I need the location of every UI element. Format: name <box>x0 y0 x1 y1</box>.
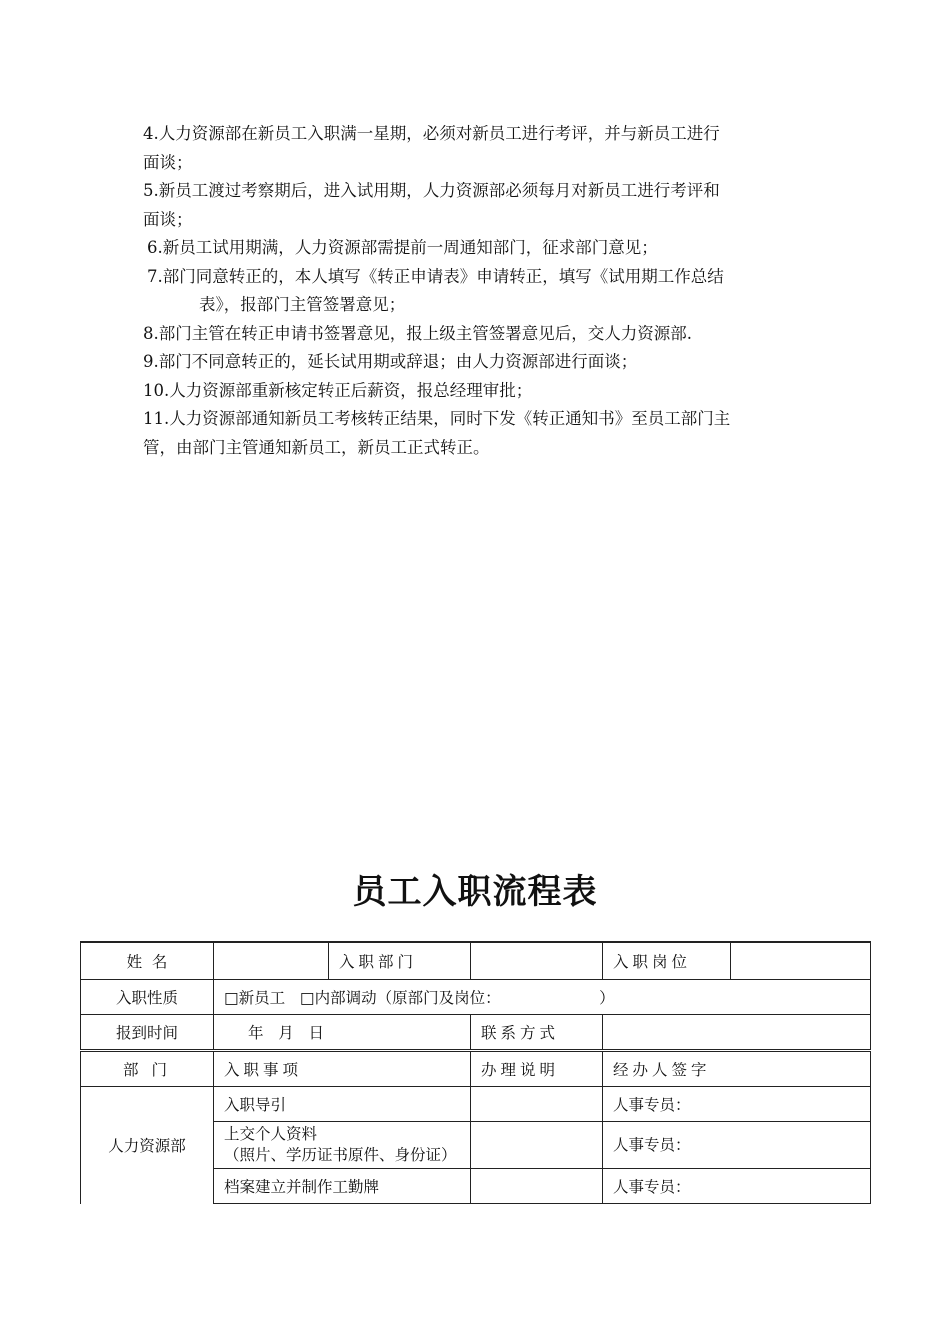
step-4-line-2: 面谈； <box>143 152 193 172</box>
item-cell <box>214 1122 471 1169</box>
position-field[interactable] <box>731 942 871 980</box>
dept-label: 入职部门 <box>329 942 471 980</box>
contact-label: 联系方式 <box>471 1015 603 1051</box>
report-label: 报到时间 <box>81 1015 214 1051</box>
sign-cell[interactable]: 人事专员： <box>603 1122 871 1169</box>
hr-dept-cell: 人力资源部 <box>81 1087 214 1204</box>
name-field[interactable] <box>214 942 329 980</box>
item-cell: 档案建立并制作工勤牌 <box>214 1169 471 1204</box>
step-8-line-1: 8.部门主管在转正申请书签署意见，报上级主管签署意见后，交人力资源部. <box>143 323 692 343</box>
step-5-line-1: 5.新员工渡过考察期后，进入试用期，人力资源部必须每月对新员工进行考评和 <box>143 181 720 200</box>
type-label: 入职性质 <box>81 980 214 1015</box>
step-7-line-2: 表》，报部门主管签署意见； <box>199 295 406 314</box>
report-date-field[interactable]: 年 月 日 <box>214 1015 471 1051</box>
step-4-line-1: 4.人力资源部在新员工入职满一星期，必须对新员工进行考评，并与新员工进行 <box>143 124 720 143</box>
name-label: 姓 名 <box>81 942 214 980</box>
contact-field[interactable] <box>603 1015 871 1051</box>
step-9-line-1: 9.部门不同意转正的，延长试用期或辞退；由人力资源部进行面谈； <box>143 352 638 371</box>
col-header-item: 入职事项 <box>214 1051 471 1087</box>
col-header-dept: 部 门 <box>81 1051 214 1087</box>
step-5-line-2: 面谈； <box>143 209 193 229</box>
dept-field[interactable] <box>471 942 603 980</box>
step-10-line-1: 10.人力资源部重新核定转正后薪资，报总经理审批； <box>143 380 533 400</box>
step-11-line-2: 管，由部门主管通知新员工，新员工正式转正。 <box>143 437 490 457</box>
col-header-sign: 经办人签字 <box>603 1051 871 1087</box>
table-row <box>81 1087 871 1122</box>
procedure-steps <box>143 120 813 462</box>
step-11-line-1: 11.人力资源部通知新员工考核转正结果，同时下发《转正通知书》至员工部门主 <box>143 409 731 428</box>
step-6-line-1: 6.新员工试用期满，人力资源部需提前一周通知部门，征求部门意见； <box>147 238 658 257</box>
col-header-note: 办理说明 <box>471 1051 603 1087</box>
form-row-type <box>81 980 871 1015</box>
type-options[interactable]: □新员工 □内部调动（原部门及岗位： ） <box>214 980 871 1015</box>
form-row-basic <box>81 942 871 980</box>
form-row-report <box>81 1015 871 1051</box>
position-label: 入职岗位 <box>603 942 731 980</box>
item-cell: 入职导引 <box>214 1087 471 1122</box>
form-header-row <box>81 1051 871 1087</box>
note-cell[interactable] <box>471 1087 603 1122</box>
sign-cell[interactable]: 人事专员： <box>603 1169 871 1204</box>
note-cell[interactable] <box>471 1169 603 1204</box>
item-line-2: （照片、学历证书原件、身份证） <box>224 1146 457 1164</box>
item-line-1: 上交个人资料 <box>224 1125 318 1143</box>
onboarding-form-table <box>80 941 871 1204</box>
note-cell[interactable] <box>471 1122 603 1169</box>
step-7-line-1: 7.部门同意转正的，本人填写《转正申请表》申请转正，填写《试用期工作总结 <box>147 266 724 286</box>
sign-cell[interactable]: 人事专员： <box>603 1087 871 1122</box>
form-title: 员工入职流程表 <box>352 872 598 912</box>
